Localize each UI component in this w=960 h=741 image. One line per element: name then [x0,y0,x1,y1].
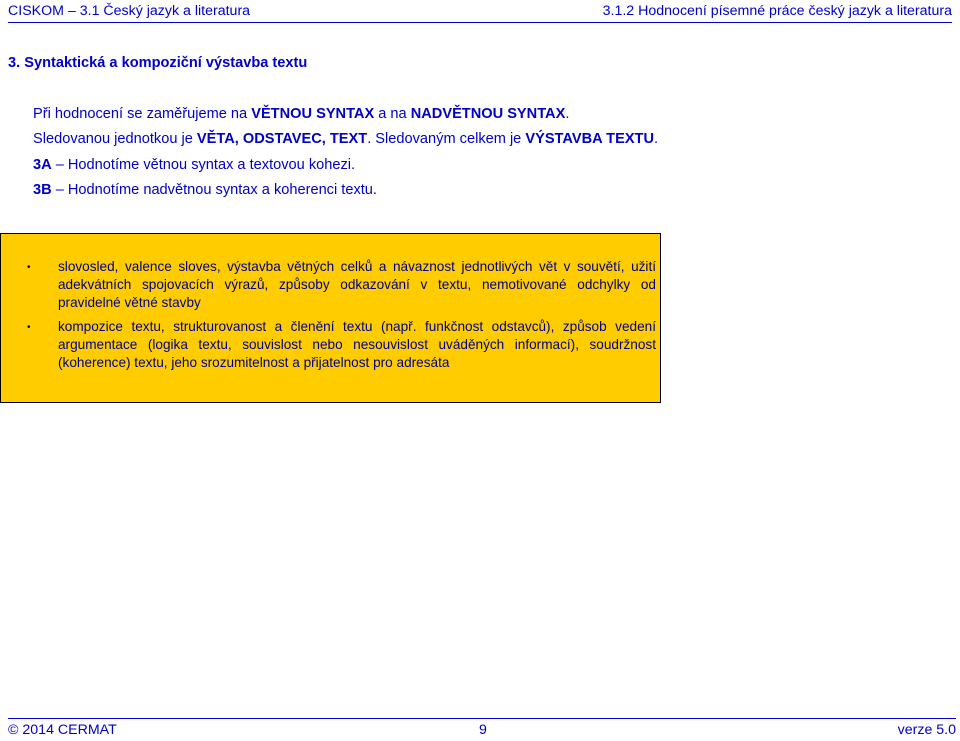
page-footer [8,718,956,740]
footer-page-number: 9 [479,722,487,738]
p3-text: – Hodnotíme větnou syntax a textovou kohezi. [51,157,356,173]
p2-pre: Sledovanou jednotkou je [33,131,197,147]
p2-end: . [654,131,659,147]
p1-mid: a na [374,106,411,122]
page-header [8,0,952,23]
p3-label: 3A [33,157,52,173]
header-left: CISKOM – 3.1 Český jazyk a literatura [8,3,251,19]
footer-copyright: © 2014 CERMAT [8,722,117,738]
intro-paragraph-1 [33,106,569,122]
p2-mid: . Sledovaným celkem je [367,131,526,147]
header-right: 3.1.2 Hodnocení písemné práce český jazyk a literatura [602,3,952,19]
p2-bold-2: VÝSTAVBA TEXTU [525,131,655,147]
bullet-2: • [27,322,31,333]
bullet-1: • [27,262,31,273]
criteria-item-1: slovosled, valence sloves, výstavba větných celků a návaznost jednotlivých vět v souvětí, užití adekvátních spojovacích výrazů, způsoby odkazování v textu, nemotivované odchylky od pravidelné větné stavby [58,259,656,310]
criteria-item-2: kompozice textu, strukturovanost a členění textu (např. funkčnost odstavců), způsob vedení argumentace (logika textu, souvislost nebo nesouvislost uváděných informací), soudržnost (koherence) textu, jeho srozumitelnost a přijatelnost pro adresáta [58,319,656,370]
p2-bold-1: VĚTA, ODSTAVEC, TEXT [196,131,368,147]
section-title: 3. Syntaktická a kompoziční výstavba textu [8,55,308,71]
p4-text: – Hodnotíme nadvětnou syntax a koherenci textu. [51,182,377,198]
p1-end: . [565,106,570,122]
p4-label: 3B [33,182,52,198]
p1-pre: Při hodnocení se zaměřujeme na [33,106,252,122]
p1-bold-1: VĚTNOU SYNTAX [251,106,375,122]
p1-bold-2: NADVĚTNOU SYNTAX [410,106,566,122]
intro-paragraph-3b [33,182,377,198]
footer-version: verze 5.0 [897,722,956,738]
criteria-box [0,233,661,403]
intro-paragraph-3a [33,157,355,173]
intro-paragraph-2 [33,131,658,147]
